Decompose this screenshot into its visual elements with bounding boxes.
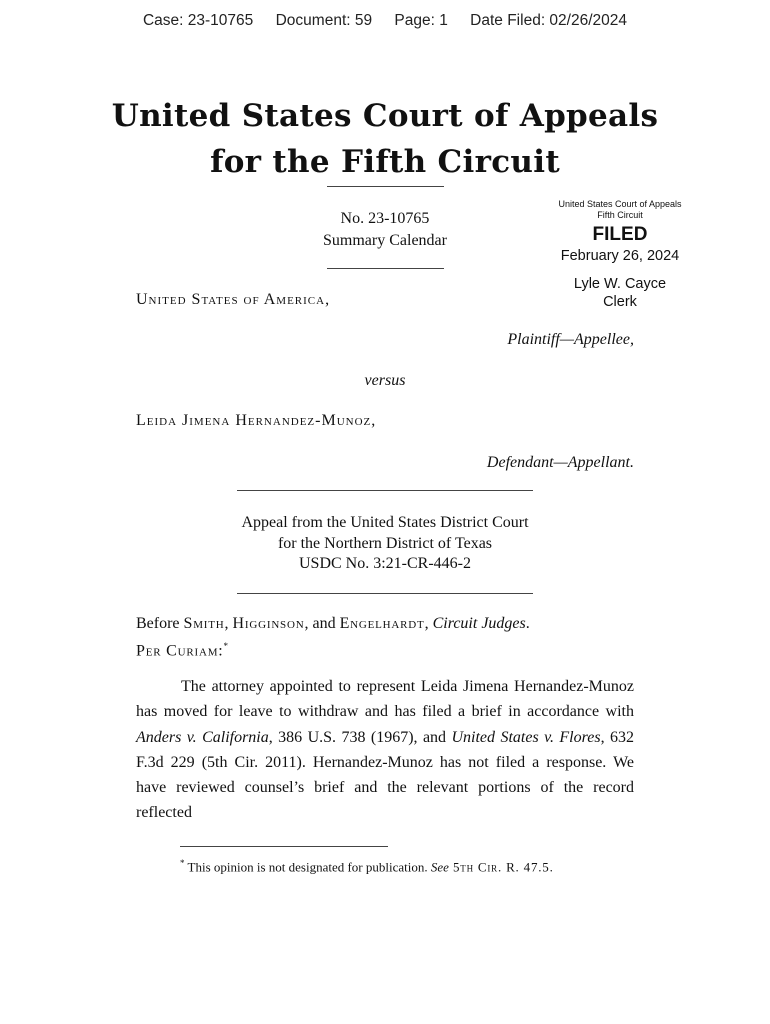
footnote-see: See	[430, 859, 449, 875]
stamp-court	[540, 199, 700, 221]
divider	[237, 490, 533, 491]
per-curiam-label: Per Curiam:	[136, 642, 224, 660]
stamp-date: February 26, 2024	[560, 248, 680, 264]
panel-before: Before	[136, 615, 184, 632]
panel-title: Circuit Judges	[432, 615, 526, 632]
divider	[327, 186, 444, 187]
footnote-marker: *	[180, 858, 185, 868]
court-title	[0, 93, 770, 185]
case-citation: Anders v. California	[136, 728, 269, 746]
panel-line	[136, 615, 530, 633]
case-info	[255, 208, 515, 252]
judge-name: Higginson	[232, 615, 305, 632]
judge-name: Engelhardt	[339, 615, 425, 632]
case-citation: United States v. Flores	[451, 728, 601, 746]
footnote-rule: 5th Cir. R. 47.5.	[448, 859, 554, 875]
panel-separator: , and	[304, 615, 340, 632]
header-date-filed: Date Filed: 02/26/2024	[470, 12, 628, 29]
stamp-court-name: United States Court of Appeals	[558, 199, 682, 209]
appeal-docket: USDC No. 3:21-CR-446-2	[298, 555, 471, 572]
footnote	[180, 858, 554, 875]
appeal-line1: Appeal from the United States District Court	[241, 514, 529, 531]
defendant-role: Defendant—Appellant.	[486, 454, 634, 471]
plaintiff-name: United States of America,	[136, 291, 331, 308]
case-number: No. 23-10765	[340, 210, 430, 227]
stamp-clerk-name: Lyle W. Cayce	[573, 276, 667, 292]
footnote-text: This opinion is not designated for publication.	[184, 859, 431, 875]
versus: versus	[364, 372, 406, 389]
header-page: Page: 1	[394, 12, 448, 29]
stamp-clerk	[540, 275, 700, 311]
stamp-clerk-title: Clerk	[603, 294, 637, 310]
footnote-marker: *	[223, 641, 229, 651]
per-curiam	[136, 641, 228, 660]
filed-stamp	[540, 199, 700, 311]
appeal-line2: for the Northern District of Texas	[277, 534, 493, 552]
opinion-body	[136, 674, 634, 826]
header-document: Document: 59	[275, 12, 373, 29]
docket-header	[0, 12, 770, 30]
panel-separator: ,	[424, 615, 433, 632]
court-title-line1: United States Court of Appeals	[111, 98, 659, 134]
divider	[327, 268, 444, 269]
panel-end: .	[525, 615, 530, 632]
appeal-info	[0, 513, 770, 575]
court-title-line2: for the Fifth Circuit	[210, 144, 560, 180]
judge-name: Smith	[183, 615, 225, 632]
divider	[237, 593, 533, 594]
case-calendar: Summary Calendar	[323, 232, 447, 249]
stamp-circuit: Fifth Circuit	[597, 210, 643, 220]
plaintiff-role: Plaintiff—Appellee,	[507, 331, 634, 348]
defendant-name: Leida Jimena Hernandez-Munoz,	[136, 412, 377, 429]
stamp-status: FILED	[592, 224, 648, 245]
opinion-text: , 386 U.S. 738 (1967), and	[268, 728, 452, 746]
panel-separator: ,	[224, 615, 233, 632]
header-case: Case: 23-10765	[142, 12, 254, 29]
opinion-paragraph	[136, 674, 634, 826]
opinion-text: The attorney appointed to represent Leida Jimena Hernandez-Munoz has moved for leave to withdraw and has filed a brief in accordance with	[136, 678, 634, 721]
footnote-divider	[180, 846, 388, 847]
opinion-text: , 632 F.3d 229 (5th Cir. 2011). Hernandez-Munoz has not filed a response. We have reviewed counsel’s brief and the relevant portions of the record reflected	[136, 728, 635, 822]
